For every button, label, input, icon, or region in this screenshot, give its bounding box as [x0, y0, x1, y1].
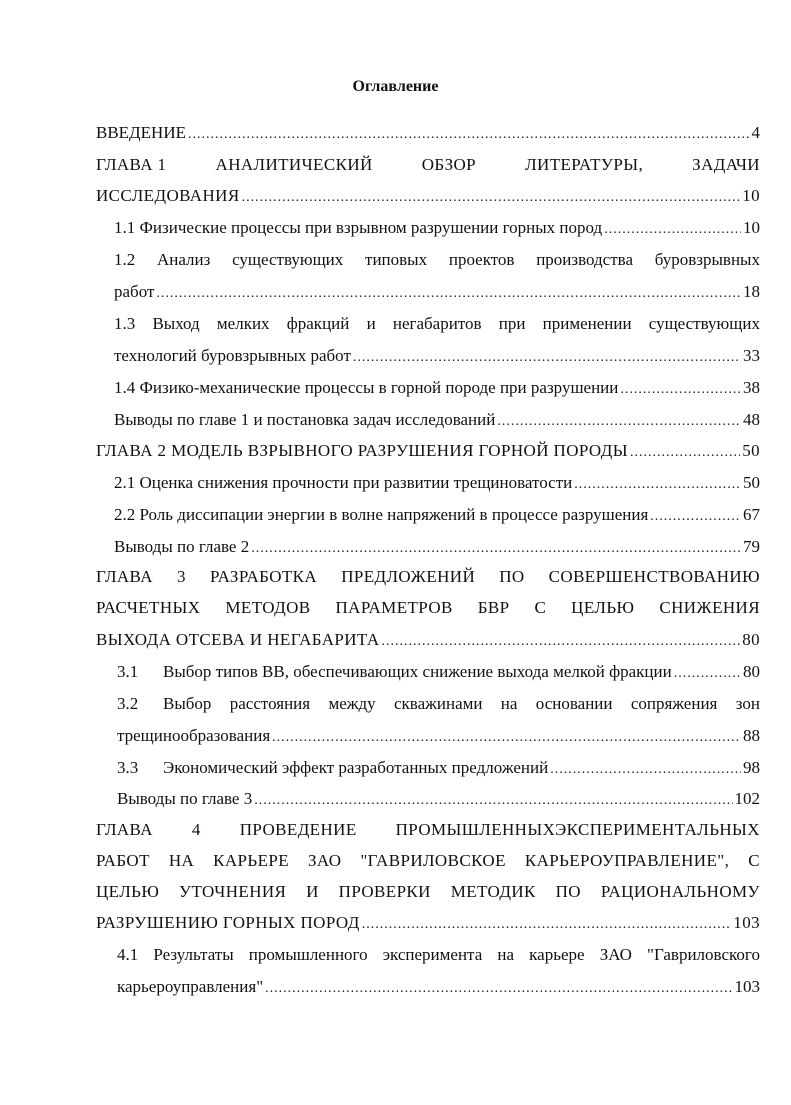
- toc-entry-3-2-line2[interactable]: [117, 726, 760, 746]
- toc-entry-3-1[interactable]: [117, 662, 760, 682]
- toc-entry-1-2-line2[interactable]: [114, 282, 760, 302]
- toc-title: Оглавление: [352, 78, 439, 95]
- word: негабаритов: [392, 314, 482, 333]
- dot-leader: [550, 760, 741, 780]
- word: СОВЕРШЕНСТВОВАНИЮ: [548, 567, 760, 586]
- word: С: [748, 851, 760, 870]
- page-number: 50: [742, 441, 760, 460]
- word: РАСЧЕТНЫХ: [96, 598, 201, 617]
- word: И: [306, 882, 319, 901]
- word: МЕТОДИК: [450, 882, 536, 901]
- word: ПРОМЫШЛЕННЫХЭКСПЕРИМЕНТАЛЬНЫХ: [395, 820, 760, 839]
- word: ЦЕЛЬЮ: [571, 598, 635, 617]
- word: ПРОВЕРКИ: [338, 882, 431, 901]
- section-title: Выбор типов ВВ, обеспечивающих снижение выхода мелкой фракции: [163, 662, 672, 681]
- dot-leader: [650, 507, 741, 527]
- dot-leader: [353, 348, 741, 368]
- page-number: 48: [743, 410, 760, 429]
- toc-entry-4-1-line2[interactable]: [117, 977, 760, 997]
- word: ПАРАМЕТРОВ: [335, 598, 453, 617]
- page-number: 18: [743, 282, 760, 301]
- word: существующих: [648, 314, 760, 333]
- entry-text: ВЫХОДА ОТСЕВА И НЕГАБАРИТА: [96, 630, 380, 649]
- word: Результаты: [153, 945, 234, 964]
- word: расстояния: [229, 694, 311, 713]
- toc-entry-chapter-3-line1[interactable]: [96, 567, 760, 587]
- entry-text: ВВЕДЕНИЕ: [96, 123, 186, 142]
- dot-leader: [251, 539, 741, 559]
- word: ПО: [499, 567, 525, 586]
- word: эксперимента: [382, 945, 483, 964]
- section-number: 3.1: [117, 662, 139, 681]
- dot-leader: [265, 979, 732, 999]
- word: скважинами: [393, 694, 483, 713]
- word: производства: [536, 250, 634, 269]
- toc-entry-chapter-1-line2[interactable]: [96, 186, 760, 206]
- page-number: 79: [743, 537, 760, 556]
- dot-leader: [674, 664, 741, 684]
- entry-text: Выводы по главе 1 и постановка задач исследований: [114, 410, 496, 429]
- toc-entry-1-2-line1[interactable]: [114, 250, 760, 270]
- entry-text: 2.1 Оценка снижения прочности при развитии трещиноватости: [114, 473, 573, 492]
- word: "Гавриловского: [647, 945, 760, 964]
- word: типовых: [365, 250, 428, 269]
- toc-entry-chapter-1-line1[interactable]: [96, 155, 760, 175]
- entry-text: [117, 758, 548, 778]
- word: ЛИТЕРАТУРЫ,: [525, 155, 644, 174]
- word: фракций: [286, 314, 350, 333]
- section-number: 3.3: [117, 758, 139, 777]
- page-number: 98: [743, 758, 760, 777]
- dot-leader: [272, 728, 741, 748]
- toc-entry-2-1[interactable]: [114, 473, 760, 493]
- word: "ГАВРИЛОВСКОЕ: [360, 851, 506, 870]
- entry-text: 1.1 Физические процессы при взрывном разрушении горных пород: [114, 218, 603, 237]
- word: ПРОВЕДЕНИЕ: [239, 820, 357, 839]
- toc-entry-chapter-3-line3[interactable]: [96, 630, 760, 650]
- dot-leader: [362, 915, 732, 935]
- word: Анализ: [156, 250, 211, 269]
- word: и: [366, 314, 376, 333]
- entry-text: Выводы по главе 2: [114, 537, 250, 556]
- word: РАБОТ: [96, 851, 150, 870]
- page-number: 103: [733, 913, 760, 932]
- toc-entry-conclusions-2[interactable]: [114, 537, 760, 557]
- word: применении: [542, 314, 632, 333]
- word: РАЦИОНАЛЬНОМУ: [600, 882, 760, 901]
- toc-entry-4-1-line1[interactable]: [117, 945, 760, 965]
- toc-entry-chapter-4-line3[interactable]: [96, 882, 760, 902]
- word: Выход: [152, 314, 200, 333]
- word: ГЛАВА: [96, 567, 153, 586]
- word: основании: [535, 694, 613, 713]
- dot-leader: [242, 188, 741, 208]
- word: ПО: [555, 882, 581, 901]
- word: РАЗРАБОТКА: [209, 567, 318, 586]
- word: мелких: [216, 314, 270, 333]
- entry-text: технологий буровзрывных работ: [114, 346, 351, 365]
- toc-entry-2-2[interactable]: [114, 505, 760, 525]
- word: ЗАО: [307, 851, 342, 870]
- entry-text: ИССЛЕДОВАНИЯ: [96, 186, 240, 205]
- section-title: [163, 694, 760, 714]
- word: ЦЕЛЬЮ: [96, 882, 160, 901]
- dot-leader: [156, 284, 741, 304]
- word: при: [498, 314, 526, 333]
- section-title: Экономический эффект разработанных предложений: [163, 758, 549, 777]
- entry-text: работ: [114, 282, 155, 301]
- toc-entry-1-3-line2[interactable]: [114, 346, 760, 366]
- word: ОБЗОР: [421, 155, 477, 174]
- toc-entry-conclusions-1[interactable]: [114, 410, 760, 430]
- entry-text: [117, 662, 672, 682]
- dot-leader: [497, 412, 741, 432]
- dot-leader: [630, 443, 740, 463]
- word: буровзрывных: [654, 250, 760, 269]
- toc-entry-chapter-2[interactable]: [96, 441, 760, 461]
- page-number: 33: [743, 346, 760, 365]
- word: 4.1: [117, 945, 139, 964]
- word: Выбор: [163, 694, 212, 713]
- toc-entry-conclusions-3[interactable]: [117, 789, 760, 809]
- page-number: 80: [743, 662, 760, 681]
- word: КАРЬЕРЕ: [213, 851, 289, 870]
- toc-entry-chapter-4-line1[interactable]: [96, 820, 760, 840]
- word: БВР: [477, 598, 510, 617]
- page-number: 102: [734, 789, 760, 808]
- page-number: 88: [743, 726, 760, 745]
- page-number: 4: [751, 123, 760, 142]
- page-number: 10: [743, 218, 760, 237]
- toc-entry-3-3[interactable]: [117, 758, 760, 778]
- word: МЕТОДОВ: [225, 598, 311, 617]
- word: 4: [191, 820, 201, 839]
- word: ГЛАВА 1: [96, 155, 167, 174]
- word: существующих: [232, 250, 344, 269]
- toc-entry-1-4[interactable]: [114, 378, 760, 398]
- word: сопряжения: [630, 694, 718, 713]
- word: карьере: [529, 945, 585, 964]
- page-number: 50: [743, 473, 760, 492]
- page-number: 103: [734, 977, 760, 996]
- entry-text: РАЗРУШЕНИЮ ГОРНЫХ ПОРОД: [96, 913, 360, 932]
- word: на: [497, 945, 515, 964]
- toc-entry-1-3-line1[interactable]: [114, 314, 760, 334]
- word: 3: [176, 567, 186, 586]
- toc-entry-1-1[interactable]: [114, 218, 760, 238]
- dot-leader: [382, 632, 741, 652]
- dot-leader: [574, 475, 741, 495]
- word: 1.3: [114, 314, 136, 333]
- toc-entry-chapter-4-line4[interactable]: [96, 913, 760, 933]
- entry-text: карьероуправления": [117, 977, 264, 996]
- dot-leader: [620, 380, 741, 400]
- word: КАРЬЕРОУПРАВЛЕНИЕ",: [524, 851, 730, 870]
- word: НА: [168, 851, 195, 870]
- word: ГЛАВА: [96, 820, 153, 839]
- dot-leader: [254, 791, 732, 811]
- word: 1.2: [114, 250, 136, 269]
- word: ЗАО: [599, 945, 632, 964]
- page-number: 38: [743, 378, 760, 397]
- word: промышленного: [248, 945, 368, 964]
- word: СНИЖЕНИЯ: [659, 598, 760, 617]
- word: С: [534, 598, 547, 617]
- dot-leader: [604, 220, 741, 240]
- word: зон: [735, 694, 760, 713]
- word: АНАЛИТИЧЕСКИЙ: [215, 155, 373, 174]
- word: между: [328, 694, 376, 713]
- toc-entry-3-2-line1[interactable]: [117, 694, 760, 714]
- word: ПРЕДЛОЖЕНИЙ: [341, 567, 476, 586]
- entry-text: 1.4 Физико-механические процессы в горной породе при разрушении: [114, 378, 619, 397]
- page-number: 80: [742, 630, 760, 649]
- word: проектов: [448, 250, 515, 269]
- dot-leader: [188, 125, 750, 145]
- entry-text: трещинообразования: [117, 726, 271, 745]
- word: на: [500, 694, 518, 713]
- toc-entry-chapter-3-line2[interactable]: [96, 598, 760, 618]
- page-number: 10: [742, 186, 760, 205]
- toc-entry-chapter-4-line2[interactable]: [96, 851, 760, 871]
- word: УТОЧНЕНИЯ: [179, 882, 287, 901]
- toc-entry-intro[interactable]: [96, 123, 760, 143]
- entry-text: Выводы по главе 3: [117, 789, 253, 808]
- entry-text: ГЛАВА 2 МОДЕЛЬ ВЗРЫВНОГО РАЗРУШЕНИЯ ГОРНОЙ ПОРОДЫ: [96, 441, 628, 460]
- page-number: 67: [743, 505, 760, 524]
- entry-text: 2.2 Роль диссипации энергии в волне напряжений в процессе разрушения: [114, 505, 649, 524]
- section-number: 3.2: [117, 694, 139, 713]
- word: ЗАДАЧИ: [692, 155, 760, 174]
